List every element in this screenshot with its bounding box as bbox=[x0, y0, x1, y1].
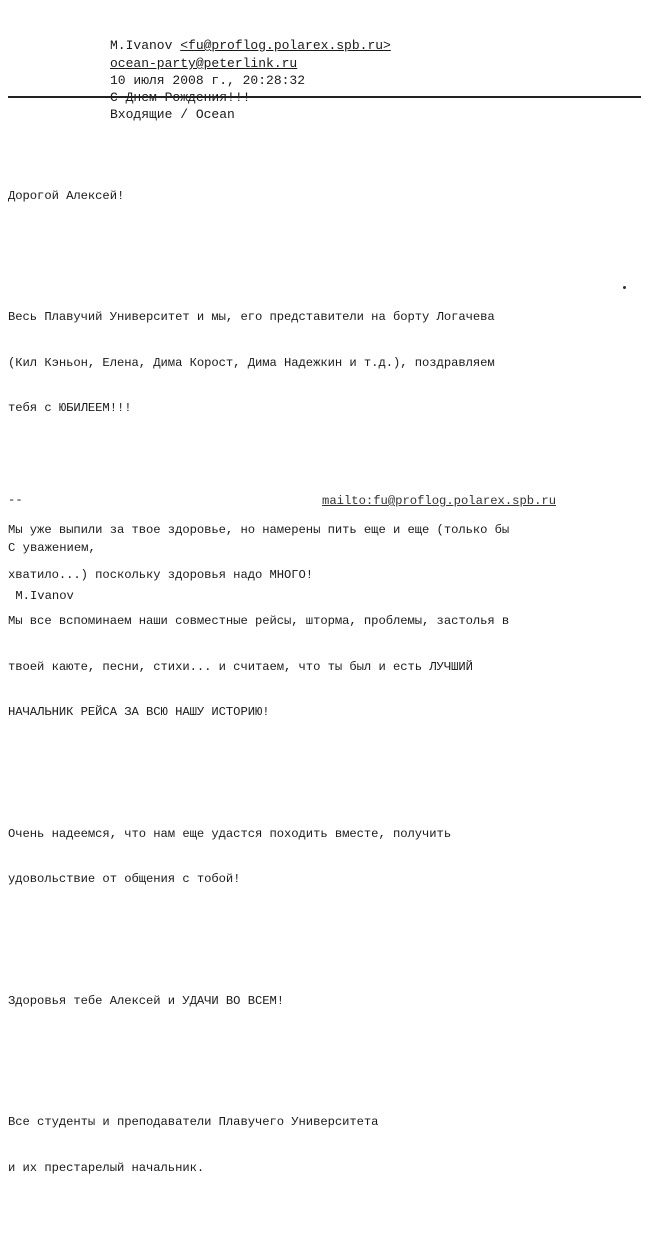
header-divider bbox=[8, 96, 641, 98]
to-email-link[interactable]: ocean-party@peterlink.ru bbox=[110, 56, 298, 71]
date-value: 10 июля 2008 г., 20:28:32 bbox=[110, 73, 306, 88]
from-row bbox=[0, 3, 391, 53]
paragraph-memories bbox=[8, 492, 644, 750]
subject-value: С Днем Рождения!!! bbox=[110, 90, 251, 105]
body-line: удовольствие от общения с тобой! bbox=[8, 872, 241, 887]
body-line: Мы все вспоминаем наши совместные рейсы, шторма, проблемы, застолья в bbox=[8, 614, 510, 628]
signature-dashes: -- bbox=[8, 493, 23, 507]
body-line: Здоровья тебе Алексей и УДАЧИ ВО ВСЕМ! bbox=[8, 993, 285, 1008]
paragraph-hope bbox=[8, 796, 644, 918]
body-line: Весь Плавучий Университет и мы, его представители на борту Логачева bbox=[8, 310, 495, 325]
paragraph-from bbox=[8, 1085, 644, 1207]
greeting-line: Дорогой Алексей! bbox=[8, 188, 125, 203]
body-line: Все студенты и преподаватели Плавучего Университета bbox=[8, 1115, 379, 1129]
signature bbox=[8, 460, 96, 636]
signature-mailto-link[interactable]: mailto:fu@proflog.polarex.spb.ru bbox=[322, 494, 557, 508]
body-line: Очень надеемся, что нам еще удастся походить вместе, получить bbox=[8, 826, 452, 841]
greeting bbox=[8, 158, 644, 234]
signature-regards: С уважением, bbox=[8, 541, 96, 555]
body-line: Мы уже выпили за твое здоровье, но намерены пить еще и еще (только бы bbox=[8, 522, 510, 537]
stray-mark bbox=[623, 286, 626, 289]
body-line: НАЧАЛЬНИК РЕЙСА ЗА ВСЮ НАШУ ИСТОРИЮ! bbox=[8, 705, 270, 720]
message-body bbox=[8, 128, 644, 1252]
paragraph-wishes bbox=[8, 963, 644, 1039]
signature-name: M.Ivanov bbox=[8, 589, 74, 603]
folder-value: Входящие / Ocean bbox=[110, 107, 235, 122]
body-line: твоей каюте, песни, стихи... и считаем, что ты был и есть ЛУЧШИЙ bbox=[8, 659, 473, 674]
body-line: и их престарелый начальник. bbox=[8, 1160, 205, 1175]
body-line: хватило...) поскольку здоровья надо МНОГО! bbox=[8, 568, 314, 583]
from-email-link[interactable]: <fu@proflog.polarex.spb.ru> bbox=[180, 38, 391, 53]
paragraph-congratulations bbox=[8, 280, 644, 447]
from-value bbox=[110, 37, 391, 54]
body-line: тебя с ЮБИЛЕЕМ!!! bbox=[8, 401, 132, 416]
body-line: (Кил Кэньон, Елена, Дима Корост, Дима Надежкин и т.д.), поздравляем bbox=[8, 355, 495, 370]
from-name: M.Ivanov bbox=[110, 38, 181, 53]
